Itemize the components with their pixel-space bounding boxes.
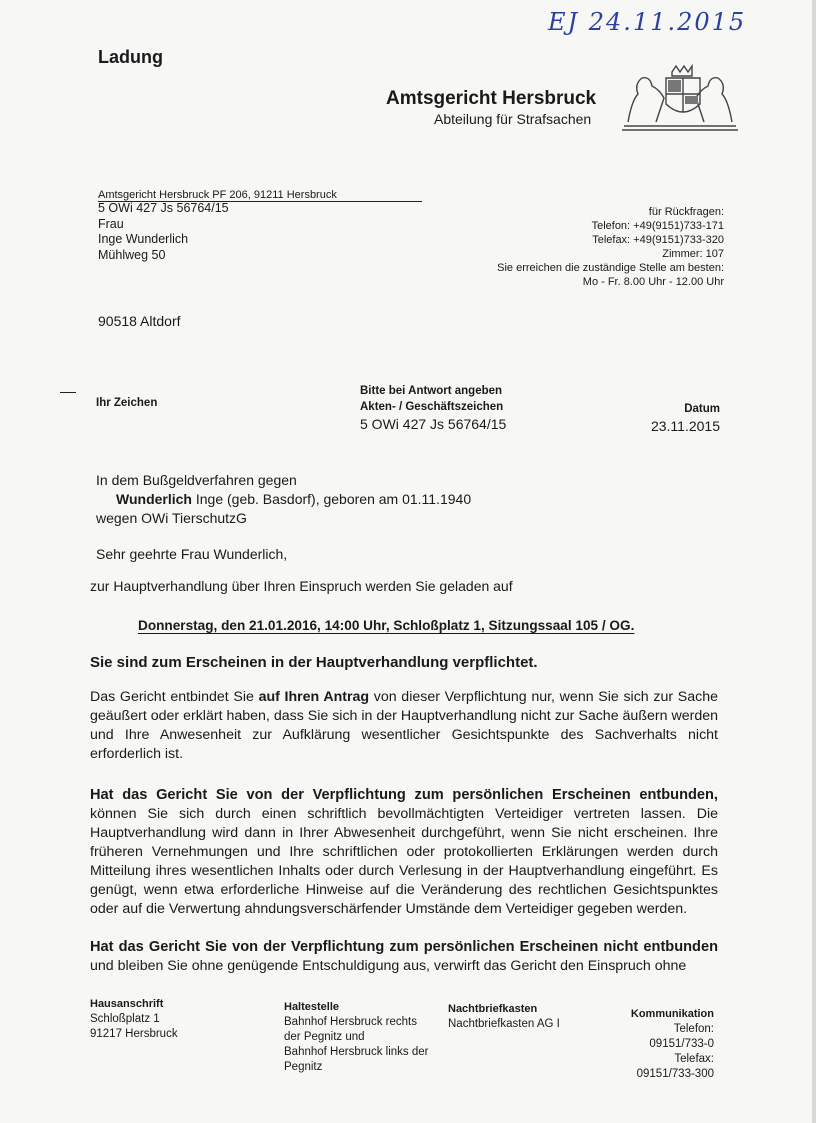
- contact-room: Zimmer: 107: [662, 248, 724, 260]
- footer-stop-line: Pegnitz: [284, 1061, 323, 1073]
- contact-label: für Rückfragen:: [648, 206, 724, 218]
- paragraph-not-released: Hat das Gericht Sie von der Verpflichtung zum persönlichen Erscheinen nicht entbunden und bleiben Sie ohne genügende Entschuldigung aus, verwirft das Gericht den Einspruch ohne: [90, 939, 718, 974]
- recipient-name: Inge Wunderlich: [98, 232, 189, 246]
- date-label: Datum: [684, 403, 720, 415]
- contact-block: [497, 205, 724, 289]
- paragraph-release: Das Gericht entbindet Sie auf Ihren Antrag von dieser Verpflichtung nur, wenn Sie sich zur Sache geäußert oder erklärt haben, dass Sie sich in der Hauptverhandlung nicht zur Sache äußern werden und Ihre Anwesenheit zur Aufklärung wesentlicher Gesichtspunkte des Sachverhalts nicht erforderlich ist.: [90, 689, 718, 762]
- reply-note: Bitte bei Antwort angeben: [360, 385, 503, 397]
- hearing-date: Donnerstag, den 21.01.2016, 14:00 Uhr, Schloßplatz 1, Sitzungssaal 105 / OG.: [138, 618, 635, 633]
- obligation-heading: Sie sind zum Erscheinen in der Hauptverhandlung verpflichtet.: [90, 654, 538, 671]
- footer-box-label: Nachtbriefkasten: [448, 1003, 538, 1015]
- footer-address-line: Schloßplatz 1: [90, 1013, 160, 1025]
- court-name: Amtsgericht Hersbruck: [386, 88, 597, 109]
- contact-fax: Telefax: +49(9151)733-320: [592, 234, 724, 246]
- footer-comm-label: Kommunikation: [630, 1008, 714, 1020]
- scan-edge: [812, 0, 816, 1123]
- handwritten-note: EJ 24.11.2015: [548, 8, 747, 36]
- case-line-1: In dem Bußgeldverfahren gegen: [96, 472, 297, 488]
- greeting: Sehr geehrte Frau Wunderlich,: [96, 546, 288, 562]
- recipient-city: 90518 Altdorf: [98, 313, 181, 329]
- recipient-salutation: Frau: [98, 216, 124, 231]
- coat-of-arms-logo: [620, 64, 740, 134]
- file-number-label: Akten- / Geschäftszeichen: [360, 401, 504, 413]
- footer-fax: 09151/733-300: [636, 1068, 714, 1080]
- contact-reach-note: Sie erreichen die zuständige Stelle am besten:: [497, 262, 724, 274]
- footer-address-label: Hausanschrift: [90, 998, 164, 1010]
- recipient-street: Mühlweg 50: [98, 247, 166, 262]
- recipient-address: [98, 201, 229, 263]
- footer-stop-label: Haltestelle: [284, 1001, 340, 1013]
- footer-phone-label: Telefon:: [673, 1023, 714, 1035]
- defendant-details: Inge (geb. Basdorf), geboren am 01.11.1940: [191, 491, 472, 507]
- recipient-ref: 5 OWi 427 Js 56764/15: [98, 201, 229, 215]
- footer-night-box: [448, 1002, 560, 1032]
- footer-box-value: Nachtbriefkasten AG I: [448, 1018, 560, 1030]
- case-line-3: wegen OWi TierschutzG: [96, 510, 247, 526]
- sender-line: Amtsgericht Hersbruck PF 206, 91211 Hersbruck: [98, 189, 337, 201]
- contact-phone: Telefon: +49(9151)733-171: [591, 220, 724, 232]
- case-line-2: [116, 491, 471, 507]
- contact-hours: Mo - Fr. 8.00 Uhr - 12.00 Uhr: [582, 276, 724, 288]
- paragraph-released: Hat das Gericht Sie von der Verpflichtung zum persönlichen Erscheinen entbunden, können Sie sich durch einen schriftlich bevollmächtigten Verteidiger vertreten lassen. Die Hauptverhandlung wird dann in Ihrer Abwesenheit durchgeführt, wenn Sie nicht erscheinen. Ihre früheren Vernehmungen und Ihre schriftlichen oder protokollierten Erklärungen werden durch Mitteilung ihres wesentlichen Inhalts oder durch Verlesung in der Hauptverhandlung eingeführt. Es genügt, wenn etwa erforderliche Hinweise auf die Veränderung des rechtlichen Gesichtspunktes oder auf die Verwertung ahndungsverschärfender Umstände dem Verteidiger gegeben werden.: [90, 787, 718, 917]
- fold-mark: [60, 392, 76, 393]
- footer-phone: 09151/733-0: [649, 1038, 714, 1050]
- file-number: 5 OWi 427 Js 56764/15: [360, 416, 507, 432]
- footer-address: [90, 997, 178, 1042]
- defendant-surname: Wunderlich: [116, 491, 192, 507]
- footer-stop-line: Bahnhof Hersbruck rechts: [284, 1016, 417, 1028]
- footer-stop: [284, 1000, 428, 1075]
- footer-communication: [631, 1007, 714, 1082]
- footer-stop-line: Bahnhof Hersbruck links der: [284, 1046, 429, 1058]
- document-title: Ladung: [98, 47, 163, 67]
- footer-stop-line: der Pegnitz und: [284, 1031, 365, 1043]
- letter-date: 23.11.2015: [650, 418, 720, 434]
- summons-intro: zur Hauptverhandlung über Ihren Einspruch werden Sie geladen auf: [90, 578, 513, 594]
- footer-address-line: 91217 Hersbruck: [90, 1028, 178, 1040]
- footer-fax-label: Telefax:: [674, 1053, 714, 1065]
- your-ref-label: Ihr Zeichen: [96, 397, 158, 409]
- court-department: Abteilung für Strafsachen: [434, 111, 592, 127]
